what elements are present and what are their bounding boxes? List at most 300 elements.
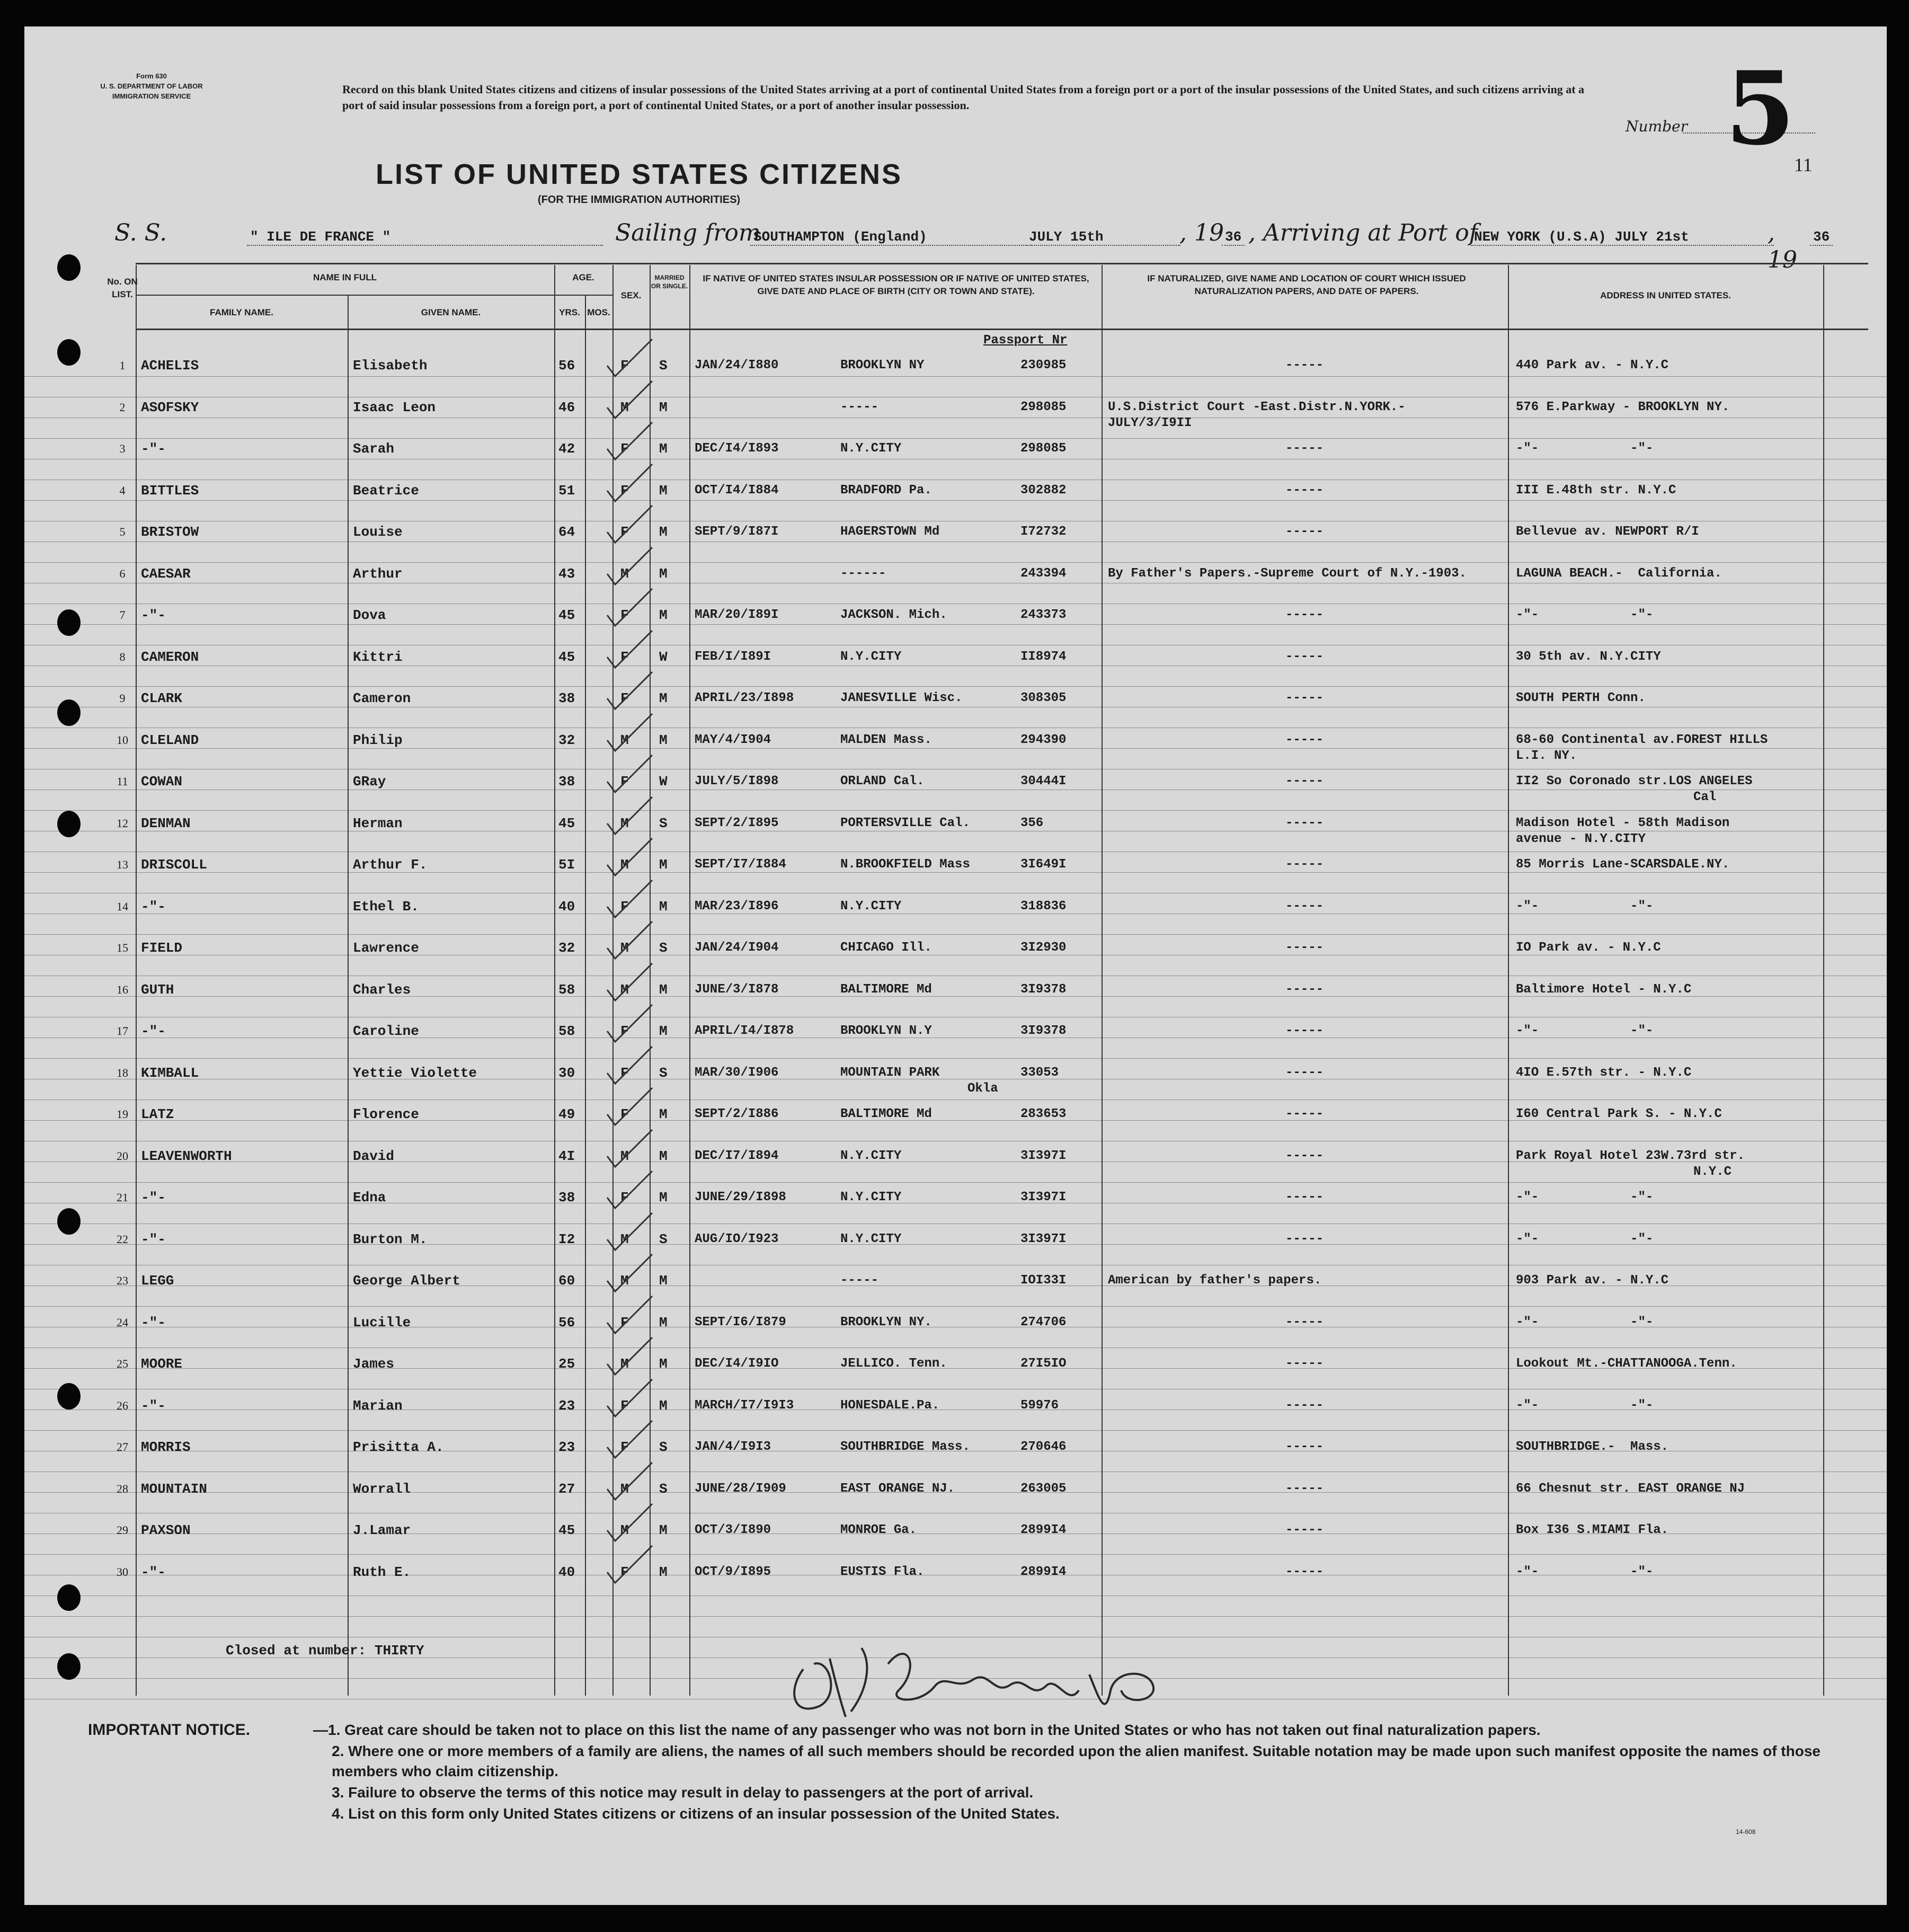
page-subtitle: (FOR THE IMMIGRATION AUTHORITIES) xyxy=(537,194,741,206)
row-sex: F xyxy=(620,358,629,374)
row-no: 17 xyxy=(117,1024,128,1038)
row-bdate: JULY/5/I898 xyxy=(695,774,779,788)
row-ms: M xyxy=(659,1356,668,1372)
row-addr: -"- -"- xyxy=(1516,1564,1654,1579)
row-pp: 3I649I xyxy=(1020,857,1067,872)
punch-hole xyxy=(57,811,81,837)
row-given: Prisitta A. xyxy=(353,1439,444,1455)
row-bdate: JUNE/3/I878 xyxy=(695,982,779,997)
row-sex: F xyxy=(620,1564,629,1580)
row-no: 26 xyxy=(117,1398,128,1412)
departure-year: 36 xyxy=(1222,229,1245,246)
row-ms: M xyxy=(659,607,668,623)
row-age: 49 xyxy=(558,1106,575,1122)
row-no: 1 xyxy=(119,359,126,372)
row-bplace: MALDEN Mass. xyxy=(840,732,932,747)
row-pp: 270646 xyxy=(1020,1440,1067,1454)
row-bdate: JAN/24/I904 xyxy=(695,941,779,955)
row-sex: M xyxy=(620,815,629,831)
form-identifier xyxy=(67,71,236,101)
row-age: 43 xyxy=(558,565,575,582)
row-sex: M xyxy=(620,857,629,873)
row-no: 10 xyxy=(117,733,128,747)
row-sex: F xyxy=(620,1065,629,1081)
check-mark xyxy=(602,752,660,800)
check-mark xyxy=(602,794,660,842)
row-bplace2: Okla xyxy=(967,1081,998,1096)
row-bdate: MAR/30/I906 xyxy=(695,1065,779,1080)
check-mark xyxy=(602,1418,660,1466)
row-bplace: BROOKLYN NY. xyxy=(840,1315,932,1330)
row-ms: S xyxy=(659,358,668,374)
row-given: Caroline xyxy=(353,1023,419,1039)
punch-hole xyxy=(57,1383,81,1410)
row-nat: ----- xyxy=(1285,1315,1324,1330)
row-addr: -"- -"- xyxy=(1516,1315,1654,1330)
ship-name: " ILE DE FRANCE " xyxy=(247,229,603,246)
row-nat: ----- xyxy=(1285,1024,1324,1038)
ss-label: S. S. xyxy=(114,219,167,246)
row-family: -"- xyxy=(141,1231,166,1247)
row-no: 15 xyxy=(117,941,128,954)
row-bplace: ORLAND Cal. xyxy=(840,774,925,788)
notice-label: IMPORTANT NOTICE. xyxy=(88,1721,251,1739)
row-addr2: Cal xyxy=(1693,790,1717,804)
row-sex: M xyxy=(620,1481,629,1497)
check-mark xyxy=(602,628,660,676)
row-nat: ----- xyxy=(1285,732,1324,747)
row-nat: ----- xyxy=(1285,1398,1324,1413)
form-service: IMMIGRATION SERVICE xyxy=(112,92,191,100)
row-bplace: CHICAGO Ill. xyxy=(840,941,932,955)
check-mark xyxy=(602,1543,660,1591)
row-given: Isaac Leon xyxy=(353,399,436,415)
row-ms: M xyxy=(659,1397,668,1414)
row-addr2: avenue - N.Y.CITY xyxy=(1516,831,1646,846)
check-mark xyxy=(602,1002,660,1050)
header-no: No. ON LIST. xyxy=(107,277,138,299)
row-nat: ----- xyxy=(1285,774,1324,788)
row-ms: M xyxy=(659,524,668,540)
row-pp: 318836 xyxy=(1020,899,1067,914)
row-age: 27 xyxy=(558,1481,575,1497)
row-pp: 3I397I xyxy=(1020,1190,1067,1204)
row-sex: F xyxy=(620,1190,629,1206)
row-no: 29 xyxy=(117,1523,128,1537)
row-age: I2 xyxy=(558,1231,575,1247)
row-addr: 68-60 Continental av.FOREST HILLS xyxy=(1516,732,1768,747)
row-addr: Box I36 S.MIAMI Fla. xyxy=(1516,1523,1669,1537)
row-pp: 3I9378 xyxy=(1020,982,1067,997)
row-nat: ----- xyxy=(1285,899,1324,914)
row-pp: 3I397I xyxy=(1020,1231,1067,1246)
header-birthplace: IF NATIVE OF UNITED STATES INSULAR POSSESSION OR IF NATIVE OF UNITED STATES, GIVE DATE AND PLACE OF BIRTH (CITY OR TOWN AND STATE). xyxy=(703,273,1089,296)
row-sex: F xyxy=(620,607,629,623)
row-family: -"- xyxy=(141,607,166,623)
check-mark xyxy=(602,586,660,634)
row-bplace: HAGERSTOWN Md xyxy=(840,525,940,539)
row-no: 21 xyxy=(117,1191,128,1204)
row-age: 45 xyxy=(558,815,575,831)
row-ms: M xyxy=(659,1106,668,1122)
row-bplace: BROOKLYN N.Y xyxy=(840,1024,932,1038)
row-age: 46 xyxy=(558,399,575,415)
row-nat: ----- xyxy=(1285,1231,1324,1246)
row-nat: ----- xyxy=(1285,941,1324,955)
row-pp: 3I2930 xyxy=(1020,941,1067,955)
manifest-sheet xyxy=(24,26,1887,1905)
row-sex: F xyxy=(620,1397,629,1414)
ruled-line xyxy=(24,438,1887,439)
row-bdate: MAY/4/I904 xyxy=(695,732,771,747)
row-given: Lawrence xyxy=(353,940,419,956)
row-age: 5I xyxy=(558,857,575,873)
table-top-rule xyxy=(136,263,1868,264)
row-bdate: JAN/4/I9I3 xyxy=(695,1440,771,1454)
check-mark xyxy=(602,711,660,759)
row-bdate: FEB/I/I89I xyxy=(695,649,771,664)
row-given: Ruth E. xyxy=(353,1564,411,1580)
col-divider xyxy=(554,265,555,1696)
row-addr: I60 Central Park S. - N.Y.C xyxy=(1516,1107,1722,1121)
row-given: George Albert xyxy=(353,1273,460,1289)
row-age: 32 xyxy=(558,732,575,748)
ruled-line xyxy=(24,1182,1887,1183)
row-sex: M xyxy=(620,981,629,998)
row-pp: I72732 xyxy=(1020,525,1067,539)
row-bplace: N.Y.CITY xyxy=(840,1148,902,1163)
ruled-line xyxy=(24,748,1887,749)
col-divider xyxy=(348,295,349,1696)
row-ms: S xyxy=(659,1439,668,1455)
row-age: 38 xyxy=(558,1190,575,1206)
row-age: 51 xyxy=(558,482,575,499)
row-ms: M xyxy=(659,898,668,915)
row-family: CAMERON xyxy=(141,649,199,665)
row-pp: 283653 xyxy=(1020,1107,1067,1121)
row-family: -"- xyxy=(141,1190,166,1206)
row-addr: -"- -"- xyxy=(1516,441,1654,456)
row-nat: ----- xyxy=(1285,1523,1324,1537)
row-no: 5 xyxy=(119,525,126,538)
row-family: -"- xyxy=(141,1397,166,1414)
ruled-line xyxy=(24,624,1887,625)
row-age: 40 xyxy=(558,898,575,915)
row-given: Cameron xyxy=(353,690,411,706)
check-mark xyxy=(602,836,660,883)
row-bplace: BALTIMORE Md xyxy=(840,1107,932,1121)
row-nat: ----- xyxy=(1285,1481,1324,1496)
row-ms: S xyxy=(659,815,668,831)
ruled-line xyxy=(24,1306,1887,1307)
row-ms: M xyxy=(659,732,668,748)
row-age: 45 xyxy=(558,649,575,665)
row-bplace: EAST ORANGE NJ. xyxy=(840,1481,955,1496)
row-addr: -"- -"- xyxy=(1516,1231,1654,1246)
row-pp: IOI33I xyxy=(1020,1273,1067,1288)
row-addr: 576 E.Parkway - BROOKLYN NY. xyxy=(1516,400,1730,414)
check-mark xyxy=(602,1127,660,1175)
list-number: 5 xyxy=(1725,49,1796,167)
row-given: Yettie Violette xyxy=(353,1065,477,1081)
row-family: -"- xyxy=(141,898,166,915)
row-given: Kittri xyxy=(353,649,403,665)
row-bdate: DEC/I4/I893 xyxy=(695,441,779,456)
row-pp: 3I9378 xyxy=(1020,1024,1067,1038)
col-divider xyxy=(1102,265,1103,1696)
age-subheader-rule xyxy=(554,295,612,296)
row-addr: LAGUNA BEACH.- California. xyxy=(1516,566,1722,581)
ruled-line xyxy=(24,934,1887,935)
row-family: -"- xyxy=(141,441,166,457)
check-mark xyxy=(602,1293,660,1341)
row-age: 56 xyxy=(558,358,575,374)
row-addr: 903 Park av. - N.Y.C xyxy=(1516,1273,1669,1288)
row-no: 6 xyxy=(119,566,126,580)
row-sex: F xyxy=(620,649,629,665)
row-no: 13 xyxy=(117,858,128,871)
row-nat: ----- xyxy=(1285,1564,1324,1579)
row-nat: ----- xyxy=(1285,816,1324,830)
row-ms: S xyxy=(659,1231,668,1247)
punch-hole xyxy=(57,254,81,281)
row-pp: 59976 xyxy=(1020,1398,1059,1413)
header-bottom-rule xyxy=(136,329,1868,330)
ruled-line xyxy=(24,376,1887,377)
row-bplace: BROOKLYN NY xyxy=(840,358,925,373)
row-bplace: N.Y.CITY xyxy=(840,441,902,456)
row-addr: -"- -"- xyxy=(1516,1398,1654,1413)
row-age: 60 xyxy=(558,1273,575,1289)
departure-port: SOUTHAMPTON (England) xyxy=(750,229,1032,246)
header-mos: MOS. xyxy=(587,307,610,317)
row-addr: 4IO E.57th str. - N.Y.C xyxy=(1516,1065,1692,1080)
row-nat: ----- xyxy=(1285,982,1324,997)
row-no: 20 xyxy=(117,1149,128,1163)
row-bdate: JUNE/29/I898 xyxy=(695,1190,786,1204)
check-mark xyxy=(602,503,660,551)
ruled-line xyxy=(24,1430,1887,1431)
row-pp: 298085 xyxy=(1020,441,1067,456)
header-sex: SEX. xyxy=(620,290,642,300)
row-nat: ----- xyxy=(1285,483,1324,498)
row-ms: M xyxy=(659,1314,668,1331)
row-given: Arthur F. xyxy=(353,857,428,873)
row-nat: U.S.District Court -East.Distr.N.YORK.- xyxy=(1108,400,1406,414)
row-nat2: JULY/3/I9II xyxy=(1108,415,1192,430)
row-pp: 2899I4 xyxy=(1020,1564,1067,1579)
check-mark xyxy=(602,1210,660,1258)
row-addr: 66 Chesnut str. EAST ORANGE NJ xyxy=(1516,1481,1745,1496)
row-bplace: N.Y.CITY xyxy=(840,1190,902,1204)
check-mark xyxy=(602,462,660,509)
row-sex: M xyxy=(620,732,629,748)
row-bplace: SOUTHBRIDGE Mass. xyxy=(840,1440,970,1454)
row-no: 11 xyxy=(117,775,128,788)
row-family: -"- xyxy=(141,1023,166,1039)
ruled-line xyxy=(24,500,1887,501)
row-pp: 33053 xyxy=(1020,1065,1059,1080)
row-ms: M xyxy=(659,981,668,998)
row-given: Charles xyxy=(353,981,411,998)
row-addr: -"- -"- xyxy=(1516,899,1654,914)
row-age: 45 xyxy=(558,1522,575,1538)
row-age: 58 xyxy=(558,981,575,998)
row-nat: ----- xyxy=(1285,857,1324,872)
row-family: ASOFSKY xyxy=(141,399,199,415)
row-given: Sarah xyxy=(353,441,395,457)
row-pp: 263005 xyxy=(1020,1481,1067,1496)
punch-hole xyxy=(57,339,81,366)
row-addr: 85 Morris Lane-SCARSDALE.NY. xyxy=(1516,857,1730,872)
row-no: 23 xyxy=(117,1274,128,1287)
row-bplace: JANESVILLE Wisc. xyxy=(840,691,963,705)
row-no: 19 xyxy=(117,1107,128,1121)
row-addr: SOUTHBRIDGE.- Mass. xyxy=(1516,1440,1669,1454)
row-pp: 243394 xyxy=(1020,566,1067,581)
row-no: 4 xyxy=(119,483,126,497)
row-addr: 30 5th av. N.Y.CITY xyxy=(1516,649,1661,664)
row-sex: M xyxy=(620,1273,629,1289)
row-family: DRISCOLL xyxy=(141,857,207,873)
row-ms: M xyxy=(659,441,668,457)
row-no: 30 xyxy=(117,1565,128,1579)
check-mark xyxy=(602,378,660,426)
row-nat: American by father's papers. xyxy=(1108,1273,1322,1288)
row-family: LEAVENWORTH xyxy=(141,1148,232,1164)
row-ms: M xyxy=(659,565,668,582)
row-given: Edna xyxy=(353,1190,386,1206)
row-no: 8 xyxy=(119,650,126,663)
record-instructions: Record on this blank United States citizens and citizens of insular possessions of the United States arriving at a port of continental United States from a foreign port or a port of the insular possessions of the United States, and such citizens arriving at a port of said insular possessions from a foreign port, a port of continental United States, or a port of another insular possession. xyxy=(342,83,1585,112)
row-family: KIMBALL xyxy=(141,1065,199,1081)
row-bplace: EUSTIS Fla. xyxy=(840,1564,925,1579)
row-ms: S xyxy=(659,940,668,956)
sailing-label: Sailing from xyxy=(615,219,761,246)
row-family: COWAN xyxy=(141,774,183,790)
row-pp: 302882 xyxy=(1020,483,1067,498)
row-nat: ----- xyxy=(1285,1357,1324,1371)
row-addr: -"- -"- xyxy=(1516,1190,1654,1204)
row-sex: F xyxy=(620,1106,629,1122)
row-given: Dova xyxy=(353,607,386,623)
row-bplace: PORTERSVILLE Cal. xyxy=(840,816,970,830)
row-sex: F xyxy=(620,1314,629,1331)
row-age: 58 xyxy=(558,1023,575,1039)
row-bplace: BRADFORD Pa. xyxy=(840,483,932,498)
name-subheader-rule xyxy=(136,295,581,296)
row-addr: -"- -"- xyxy=(1516,608,1654,622)
check-mark xyxy=(602,1252,660,1299)
number-label: Number xyxy=(1626,118,1688,135)
check-mark xyxy=(602,1044,660,1092)
row-nat: ----- xyxy=(1285,358,1324,373)
row-given: Worrall xyxy=(353,1481,411,1497)
row-sex: M xyxy=(620,1231,629,1247)
row-sex: F xyxy=(620,690,629,706)
row-bplace: N.Y.CITY xyxy=(840,1231,902,1246)
ruled-line xyxy=(24,810,1887,811)
col-divider xyxy=(1823,265,1824,1696)
row-family: CAESAR xyxy=(141,565,191,582)
year-prefix-2: , 19 xyxy=(1768,219,1797,273)
row-addr: -"- -"- xyxy=(1516,1024,1654,1038)
form-number: Form 630 xyxy=(136,72,167,80)
row-bplace: N.Y.CITY xyxy=(840,649,902,664)
row-bdate: AUG/IO/I923 xyxy=(695,1231,779,1246)
row-family: BRISTOW xyxy=(141,524,199,540)
row-no: 24 xyxy=(117,1315,128,1329)
row-nat: ----- xyxy=(1285,1148,1324,1163)
header-yrs: YRS. xyxy=(559,307,580,317)
row-family: CLELAND xyxy=(141,732,199,748)
row-ms: M xyxy=(659,1564,668,1580)
row-bplace: ----- xyxy=(840,1273,879,1288)
row-ms: M xyxy=(659,1273,668,1289)
arrival-year: 36 xyxy=(1810,229,1833,246)
row-addr: Lookout Mt.-CHATTANOOGA.Tenn. xyxy=(1516,1357,1737,1371)
year-prefix: , 19 xyxy=(1179,219,1224,246)
row-nat: ----- xyxy=(1285,1440,1324,1454)
row-ms: M xyxy=(659,1148,668,1164)
form-department: U. S. DEPARTMENT OF LABOR xyxy=(100,82,203,90)
row-family: MORRIS xyxy=(141,1439,191,1455)
closed-at-number: Closed at number: THIRTY xyxy=(226,1643,424,1659)
header-married-single: MARRIED OR SINGLE. xyxy=(651,274,688,290)
row-family: MOUNTAIN xyxy=(141,1481,207,1497)
row-family: LATZ xyxy=(141,1106,174,1122)
row-pp: 294390 xyxy=(1020,732,1067,747)
row-no: 7 xyxy=(119,608,126,622)
row-pp: 30444I xyxy=(1020,774,1067,788)
row-age: 42 xyxy=(558,441,575,457)
row-age: 23 xyxy=(558,1397,575,1414)
row-nat: ----- xyxy=(1285,1065,1324,1080)
row-family: ACHELIS xyxy=(141,358,199,374)
row-given: Philip xyxy=(353,732,403,748)
row-given: Burton M. xyxy=(353,1231,428,1247)
row-family: -"- xyxy=(141,1314,166,1331)
row-bdate: SEPT/2/I886 xyxy=(695,1107,779,1121)
row-ms: M xyxy=(659,690,668,706)
row-ms: M xyxy=(659,1023,668,1039)
row-pp: 298085 xyxy=(1020,400,1067,414)
punch-hole xyxy=(57,1584,81,1611)
check-mark xyxy=(602,1501,660,1549)
row-bdate: DEC/I7/I894 xyxy=(695,1148,779,1163)
row-bdate: APRIL/23/I898 xyxy=(695,691,794,705)
row-given: Elisabeth xyxy=(353,358,428,374)
inspector-signature xyxy=(782,1627,1185,1727)
check-mark xyxy=(602,420,660,467)
row-no: 12 xyxy=(117,816,128,830)
row-family: BITTLES xyxy=(141,482,199,499)
row-bdate: SEPT/I7/I884 xyxy=(695,857,786,872)
row-family: PAXSON xyxy=(141,1522,191,1538)
punch-hole xyxy=(57,609,81,636)
check-mark xyxy=(602,1168,660,1216)
row-bplace: N.BROOKFIELD Mass xyxy=(840,857,970,872)
row-no: 2 xyxy=(119,400,126,414)
row-no: 22 xyxy=(117,1232,128,1246)
row-ms: S xyxy=(659,1481,668,1497)
row-pp: 2899I4 xyxy=(1020,1523,1067,1537)
ruled-line xyxy=(24,1554,1887,1555)
row-addr: Madison Hotel - 58th Madison xyxy=(1516,816,1730,830)
row-no: 28 xyxy=(117,1482,128,1495)
row-sex: M xyxy=(620,1356,629,1372)
row-nat: ----- xyxy=(1285,691,1324,705)
